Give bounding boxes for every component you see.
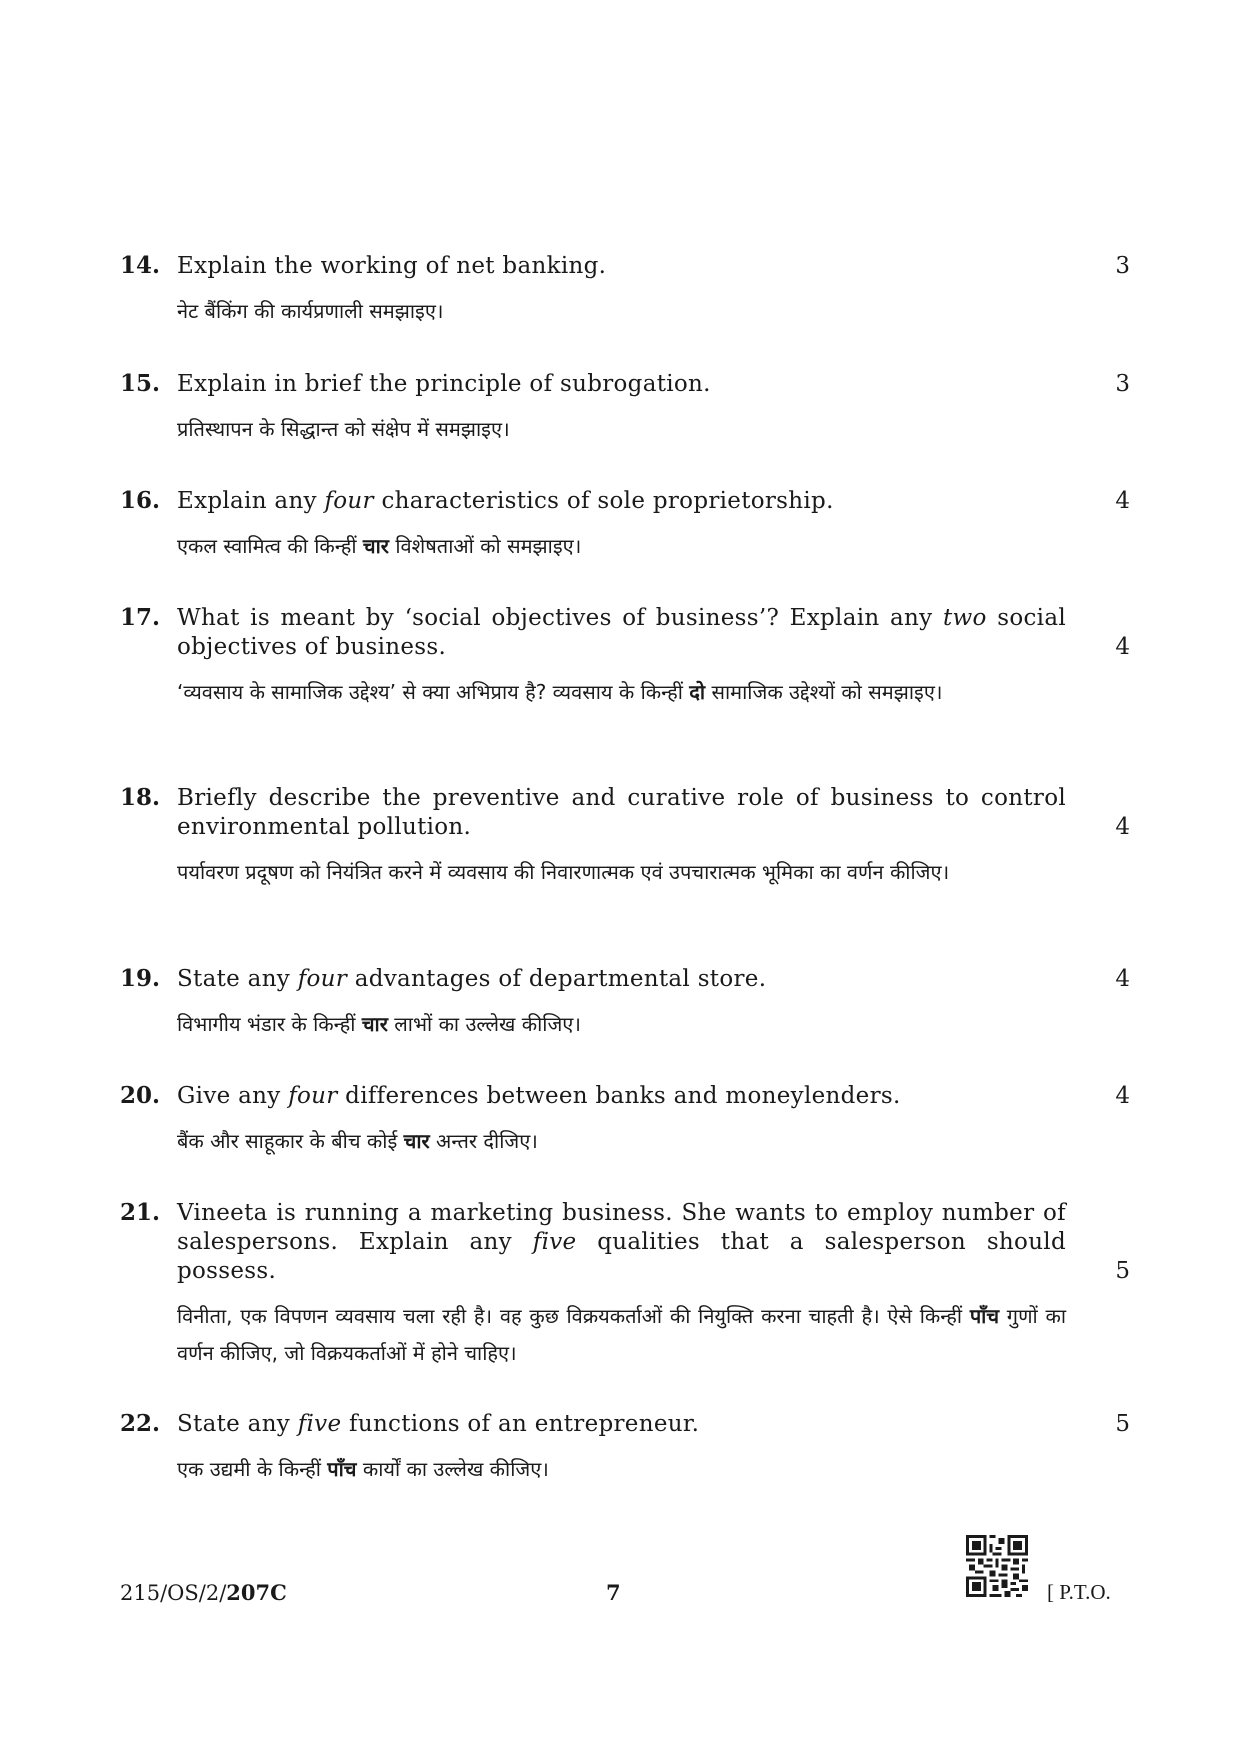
question-number: 14.	[120, 252, 161, 279]
question-22	[120, 1410, 1130, 1488]
emphasis: four	[297, 966, 348, 992]
qr-code-icon	[966, 1535, 1028, 1597]
pto-label: [ P.T.O.	[1047, 1580, 1111, 1604]
question-text-en: Vineeta is running a marketing business. She wants to employ number of salespersons. Explain any five qualities that a salesperson should possess.	[177, 1200, 1066, 1284]
question-19	[120, 965, 1130, 1043]
question-number: 22.	[120, 1410, 161, 1437]
emphasis: five	[532, 1229, 577, 1255]
question-marks: 5	[1115, 1411, 1130, 1437]
question-text-hi: नेट बैंकिंग की कार्यप्रणाली समझाइए।	[177, 299, 444, 323]
question-14	[120, 252, 1130, 330]
question-text-en: State any four advantages of departmental store.	[177, 966, 767, 992]
emphasis: चार	[362, 534, 389, 558]
question-18	[120, 784, 1130, 891]
emphasis: चार	[403, 1129, 430, 1153]
emphasis: two	[943, 605, 987, 631]
question-text-en: What is meant by ‘social objectives of business’? Explain any two social objectives of business.	[177, 605, 1066, 660]
question-number: 16.	[120, 487, 161, 514]
question-text-en: Briefly describe the preventive and curative role of business to control environmental pollution.	[177, 785, 1066, 840]
question-text-en: Give any four differences between banks and moneylenders.	[177, 1083, 901, 1109]
question-text-hi: ‘व्यवसाय के सामाजिक उद्देश्य’ से क्या अभिप्राय है? व्यवसाय के किन्हीं दो सामाजिक उद्देश्यों को समझाइए।	[177, 680, 943, 704]
question-text-en: Explain in brief the principle of subrogation.	[177, 371, 711, 397]
question-text-hi: बैंक और साहूकार के बीच कोई चार अन्तर दीजिए।	[177, 1129, 538, 1153]
question-20	[120, 1082, 1130, 1160]
question-text-hi: विनीता, एक विपणन व्यवसाय चला रही है। वह कुछ विक्रयकर्ताओं की नियुक्ति करना चाहती है। ऐसे किन्हीं पाँच गुणों का वर्णन कीजिए, जो विक्रयकर्ताओं में होने चाहिए।	[177, 1304, 1066, 1365]
emphasis: दो	[689, 680, 706, 704]
question-number: 15.	[120, 370, 161, 397]
paper-code: 215/OS/2/207C	[120, 1580, 287, 1605]
emphasis: five	[297, 1411, 342, 1437]
question-marks: 4	[1115, 488, 1130, 514]
question-marks: 3	[1115, 253, 1130, 279]
question-marks: 4	[1115, 966, 1130, 992]
question-marks: 3	[1115, 371, 1130, 397]
question-marks: 4	[1115, 634, 1130, 660]
emphasis: चार	[361, 1012, 388, 1036]
question-text-hi: प्रतिस्थापन के सिद्धान्त को संक्षेप में समझाइए।	[177, 417, 510, 441]
question-text-hi: विभागीय भंडार के किन्हीं चार लाभों का उल्लेख कीजिए।	[177, 1012, 581, 1036]
question-17	[120, 604, 1130, 711]
question-text-en: Explain any four characteristics of sole proprietorship.	[177, 488, 834, 514]
question-number: 19.	[120, 965, 161, 992]
question-number: 20.	[120, 1082, 161, 1109]
question-marks: 4	[1115, 814, 1130, 840]
emphasis: four	[288, 1083, 338, 1109]
emphasis: four	[324, 488, 374, 514]
question-text-en: Explain the working of net banking.	[177, 253, 607, 279]
question-marks: 4	[1115, 1083, 1130, 1109]
question-21	[120, 1199, 1130, 1372]
question-text-hi: एक उद्यमी के किन्हीं पाँच कार्यों का उल्लेख कीजिए।	[177, 1457, 549, 1481]
question-number: 17.	[120, 604, 161, 631]
question-15	[120, 370, 1130, 448]
question-number: 21.	[120, 1199, 161, 1226]
emphasis: पाँच	[969, 1304, 1000, 1328]
question-text-hi: एकल स्वामित्व की किन्हीं चार विशेषताओं को समझाइए।	[177, 534, 582, 558]
page-number: 7	[606, 1580, 621, 1605]
question-number: 18.	[120, 784, 161, 811]
question-16	[120, 487, 1130, 565]
question-text-en: State any five functions of an entrepreneur.	[177, 1411, 700, 1437]
question-marks: 5	[1115, 1258, 1130, 1284]
emphasis: पाँच	[327, 1457, 357, 1481]
question-text-hi: पर्यावरण प्रदूषण को नियंत्रित करने में व्यवसाय की निवारणात्मक एवं उपचारात्मक भूमिका का वर्णन कीजिए।	[177, 860, 950, 884]
